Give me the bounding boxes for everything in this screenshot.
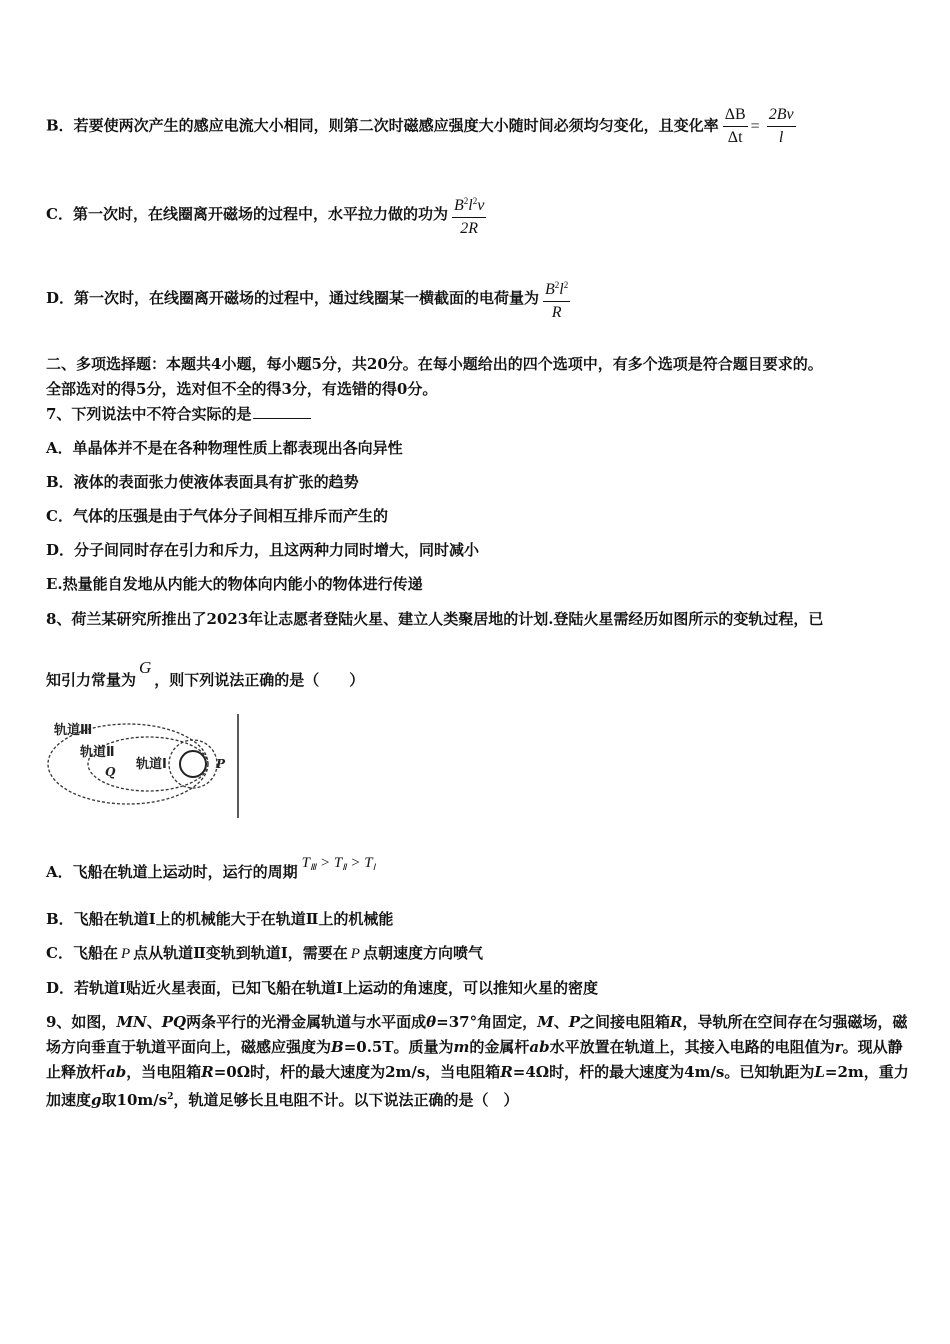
orbit-diagram [46, 712, 246, 822]
q9-text-segment: 、 [553, 1013, 569, 1031]
orbit-2-label: 轨道Ⅱ [80, 745, 115, 760]
section2-line1: 二、多项选择题：本题共4小题，每小题5分，共20分。在每小题给出的四个选项中，有多个选项是符合题目要求的。 [46, 355, 823, 373]
q8-option-c: C．飞船在 P 点从轨道Ⅱ变轨到轨道Ⅰ，需要在 P 点朝速度方向喷气 [46, 944, 483, 962]
q9-text-segment: ，轨道足够长且电阻不计。以下说法正确的是（ ） [173, 1091, 519, 1109]
q9-text-segment: PQ [161, 1013, 187, 1031]
q6-option-c [46, 190, 486, 240]
q7-option-d: D．分子间同时存在引力和斥力，且这两种力同时增大，同时减小 [46, 541, 480, 559]
point-q-label: Q [105, 765, 116, 779]
answer-blank [253, 404, 311, 419]
orbit-1-circle [169, 740, 217, 788]
q6-option-b [46, 104, 796, 149]
q9-text-segment: L [814, 1063, 825, 1081]
point-p-symbol: P [350, 946, 360, 962]
q9-text-segment: ，导轨所在空间存在匀强磁场，磁场方向垂直于轨道平面向上，磁感应强度为 [46, 1013, 908, 1056]
q8-stem-line1: 8、荷兰某研究所推出了2023年让志愿者登陆火星、建立人类聚居地的计划.登陆火星需经历如图所示的变轨过程，已 [46, 610, 824, 628]
q9-text-segment: =37°角固定， [436, 1013, 538, 1031]
q9-text-segment: =0Ω时，杆的最大速度为2m/s，当电阻箱 [213, 1063, 501, 1081]
q9-text-segment: m [453, 1038, 470, 1056]
q8-option-a: A．飞船在轨道上运动时，运行的周期 $T_Ⅲ > T_Ⅱ > T_Ⅰ$ [46, 855, 376, 881]
q7-option-c: C．气体的压强是由于气体分子间相互排斥而产生的 [46, 507, 388, 525]
q8-option-d: D．若轨道Ⅰ贴近火星表面，已知飞船在轨道Ⅰ上运动的角速度，可以推知火星的密度 [46, 979, 599, 997]
q7-stem: 7、下列说法中不符合实际的是 [46, 404, 311, 424]
orbit-1-label: 轨道Ⅰ [136, 757, 167, 772]
q9-text-segment: M [537, 1013, 554, 1031]
q9-text-segment: θ [426, 1013, 437, 1031]
q6-option-b-text: B．若要使两次产生的感应电流大小相同，则第二次时磁感应强度大小随时间必须均匀变化，且变化率 [46, 116, 719, 135]
q7-option-b: B．液体的表面张力使液体表面具有扩张的趋势 [46, 473, 359, 491]
point-p-label: P [216, 757, 226, 771]
q9-text-segment: =4Ω时，杆的最大速度为4m/s。已知轨距为 [512, 1063, 815, 1081]
q8-option-b: B．飞船在轨道Ⅰ上的机械能大于在轨道Ⅱ上的机械能 [46, 910, 394, 928]
q9-text-segment: 2 [167, 1092, 174, 1102]
gravitational-constant: G [139, 658, 152, 677]
q6-option-c-text: C．第一次时，在线圈离开磁场的过程中，水平拉力做的功为 [46, 205, 448, 223]
q9-text-segment: R [500, 1063, 513, 1081]
q9-text-segment: 、 [146, 1013, 162, 1031]
q9-stem [46, 1010, 912, 1113]
q6-option-d-text: D．第一次时，在线圈离开磁场的过程中，通过线圈某一横截面的电荷量为 [46, 289, 540, 307]
q9-text-segment: R [670, 1013, 683, 1031]
q9-text-segment: ，当电阻箱 [126, 1063, 202, 1081]
q9-text-segment: 之间接电阻箱 [580, 1013, 671, 1031]
mars-planet [180, 751, 206, 777]
section2-line2: 全部选对的得5分，选对但不全的得3分，有选错的得0分。 [46, 380, 438, 398]
q9-text-segment: 。现从静止释放杆 [46, 1038, 903, 1081]
q6-option-d [46, 274, 570, 324]
orbit-3-label: 轨道Ⅲ [54, 723, 93, 738]
q9-text-segment: B [331, 1038, 344, 1056]
q6-option-b-rate-fraction: $\frac{\Delta B}{\Delta t}$ [724, 106, 746, 146]
equals-sign: = [750, 117, 760, 135]
q9-text-segment: ab [529, 1038, 550, 1056]
q6-option-b-2bv-fraction: $\frac{2Bv}{l}$ [768, 106, 794, 146]
q9-text-segment: g [91, 1091, 102, 1109]
q9-text-segment: r [834, 1038, 843, 1056]
q9-text-segment: 的金属杆 [469, 1038, 530, 1056]
q9-text-segment: ab [106, 1063, 127, 1081]
q9-text-segment: 取10m/s [101, 1091, 168, 1109]
period-inequality: $T_Ⅲ > T_Ⅱ > T_Ⅰ$ [301, 855, 376, 872]
q9-text-segment: 两条平行的光滑金属轨道与水平面成 [186, 1013, 427, 1031]
q9-text-segment: 9、如图， [46, 1013, 117, 1031]
q9-text-segment: =2m，重力加速度 [46, 1063, 909, 1109]
q6-option-d-charge-fraction: $\frac{B^2l^2}{R}$ [543, 274, 570, 324]
orbit-transfer-figure [46, 712, 246, 822]
q9-text-segment: P [568, 1013, 581, 1031]
q7-option-a: A．单晶体并不是在各种物理性质上都表现出各向异性 [46, 439, 403, 457]
q6-option-c-work-fraction: $\frac{B^2l^2v}{2R}$ [452, 190, 486, 240]
point-p-symbol: P [120, 946, 131, 962]
q9-text-segment: 水平放置在轨道上，其接入电路的电阻值为 [549, 1038, 835, 1056]
q9-text-segment: =0.5T。质量为 [343, 1038, 454, 1056]
q9-text-segment: R [201, 1063, 214, 1081]
q7-option-e: E.热量能自发地从内能大的物体向内能小的物体进行传递 [46, 575, 423, 593]
q9-text-segment: MN [116, 1013, 147, 1031]
q8-stem-line2: 知引力常量为G，则下列说法正确的是（ ） [46, 658, 365, 689]
